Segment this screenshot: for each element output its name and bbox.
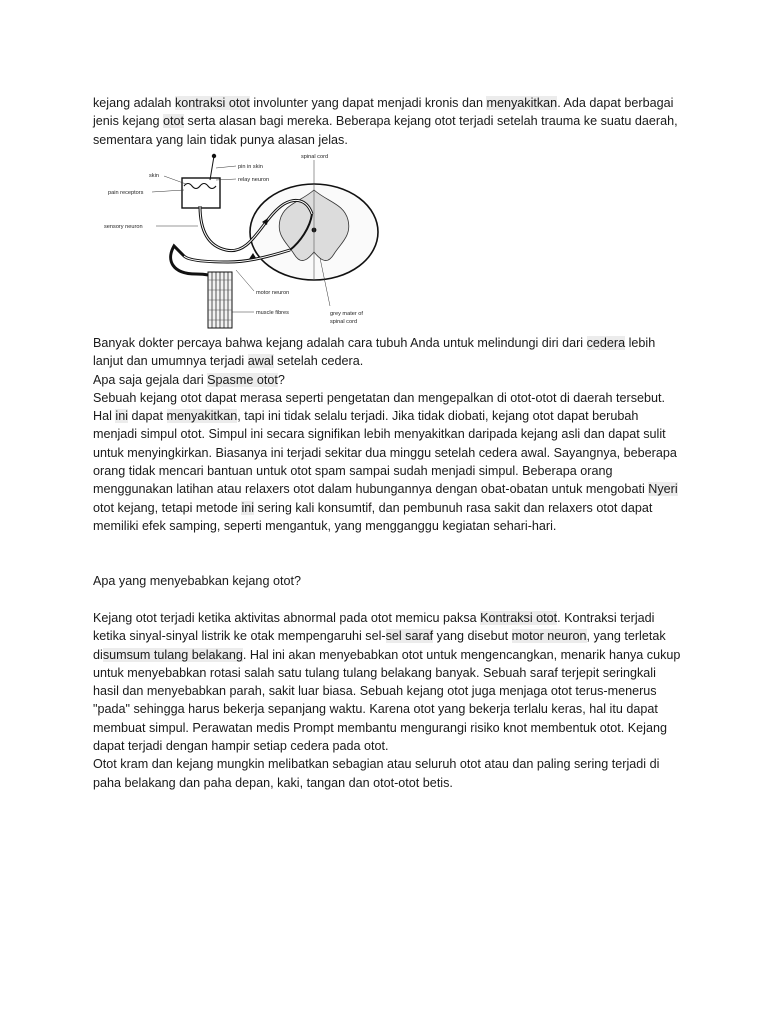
text-run: Sebuah kejang otot dapat merasa seperti pengetatan dan mengepalkan di otot-otot di daerah tersebut. Hal (93, 390, 666, 424)
text-run: . Kontraksi terjadi ketika sinyal-sinyal listrik ke otak mempengaruhi sel- (93, 611, 655, 644)
text-run: setelah cedera. (273, 354, 364, 369)
cedera-line (93, 334, 683, 371)
spinal-cord-section (250, 184, 378, 280)
keyword-sumsum-tulang-belakang[interactable]: sumsum tulang belakang (102, 647, 243, 662)
keyword-ini[interactable]: ini (115, 409, 129, 424)
label-relay-neuron: relay neuron (238, 177, 270, 183)
keyword-motor-neuron[interactable]: motor neuron (511, 629, 587, 644)
text-run: , tapi ini tidak selalu terjadi. Jika tidak diobati, kejang otot dapat berubah menjadi simpul otot. Simpul ini secara signifikan lebih menyakitkan daripada kejang asli dan dapat sulit untuk menyingkirkan. Biasanya ini terjadi sekitar dua minggu setelah cedera awal. Sayangnya, beberapa orang tidak mencari bantuan untuk otot spam sampai sudah menjadi simpul. Beberapa orang menggunakan latihan atau relaxers otot dalam hubungannya dengan obat-obatan untuk mengobati (93, 409, 677, 497)
keyword-spasme-otot[interactable]: Spasme otot (207, 372, 278, 387)
keyword-kontraksi-otot[interactable]: kontraksi otot (174, 96, 250, 110)
causes-heading: Apa yang menyebabkan kejang otot? (93, 574, 301, 588)
text-run: ? (277, 372, 285, 387)
intro-paragraph (93, 94, 683, 149)
keyword-menyakitkan-2[interactable]: menyakitkan (166, 409, 238, 424)
keyword-sel-saraf[interactable]: sel saraf (385, 629, 434, 644)
reflex-arc-diagram (104, 150, 394, 330)
skin-block (182, 154, 220, 208)
keyword-menyakitkan[interactable]: menyakitkan (486, 96, 558, 110)
label-grey-matter-2: spinal cord (330, 319, 358, 325)
text-run: Kejang otot terjadi ketika aktivitas abnormal pada otot memicu paksa (93, 611, 481, 625)
label-pin-in-skin: pin in skin (238, 164, 263, 170)
text-run: dapat (128, 409, 167, 424)
symptoms-paragraph (93, 389, 683, 535)
symptoms-question (93, 371, 683, 389)
text-run: yang disebut (433, 629, 512, 644)
keyword-cedera[interactable]: cedera (586, 336, 626, 350)
text-run: , yang terletak di (93, 629, 666, 662)
text-run: lebih lanjut dan umumnya terjadi (93, 336, 656, 369)
final-paragraph: Otot kram dan kejang mungkin melibatkan sebagian atau seluruh otot atau dan paling sering terjadi di paha belakang dan paha depan, kaki, tangan dan otot-otot betis. (93, 757, 660, 790)
text-run: sering kali konsumtif, dan pembunuh rasa sakit dan relaxers otot dapat memiliki efek samping, seperti mengantuk, yang mengganggu kegiatan sehari-hari. (93, 500, 653, 533)
text-run: Banyak dokter percaya bahwa kejang adalah cara tubuh Anda untuk melindungi diri dari (93, 336, 587, 350)
text-run: . Hal ini akan menyebabkan otot untuk mengencangkan, menarik hanya cukup untuk menyebabkan rotasi salah satu tulang tulang belakang banyak. Sebuah saraf terjepit seringkali hasil dan menyebabkan parah, sakit luar biasa. Sebuah kejang otot juga menjaga otot terus-menerus "pada" sehingga harus bekerja sepanjang waktu. Karena otot yang bekerja terlalu keras, hal itu dapat membuat simpul. Perawatan medis Prompt membantu mengurangi risiko knot membentuk otot. Kejang dapat terjadi dengan hampir setiap cedera pada otot. (93, 647, 681, 754)
keyword-otot[interactable]: otot (163, 114, 185, 129)
intro-text-1: kejang adalah (93, 96, 175, 110)
label-pain-receptors: pain receptors (108, 190, 144, 196)
label-sensory-neuron: sensory neuron (104, 224, 143, 230)
muscle-fibres (208, 272, 232, 328)
label-skin: skin (149, 173, 159, 179)
label-motor-neuron: motor neuron (256, 290, 290, 296)
keyword-kontraksi-otot-2[interactable]: Kontraksi otot (480, 611, 558, 625)
causes-paragraph (93, 609, 683, 755)
label-spinal-cord: spinal cord (301, 154, 329, 160)
label-muscle-fibres: muscle fibres (256, 310, 289, 316)
keyword-nyeri[interactable]: Nyeri (648, 482, 678, 497)
intro-text-3: . Ada dapat berbagai jenis kejang (93, 96, 674, 129)
keyword-awal[interactable]: awal (247, 354, 274, 369)
keyword-ini-2[interactable]: ini (241, 500, 255, 515)
symptoms-section (93, 334, 683, 535)
text-run: Apa saja gejala dari (93, 372, 208, 387)
label-grey-matter-1: grey mater of (330, 311, 363, 317)
intro-text-2: involunter yang dapat menjadi kronis dan (249, 96, 487, 110)
text-run: otot kejang, tetapi metode (93, 500, 242, 515)
causes-section (93, 609, 683, 792)
intro-text-4: serta alasan bagi mereka. Beberapa kejang otot terjadi setelah trauma ke suatu daerah, sementara yang lain tidak punya alasan jelas. (93, 114, 678, 147)
